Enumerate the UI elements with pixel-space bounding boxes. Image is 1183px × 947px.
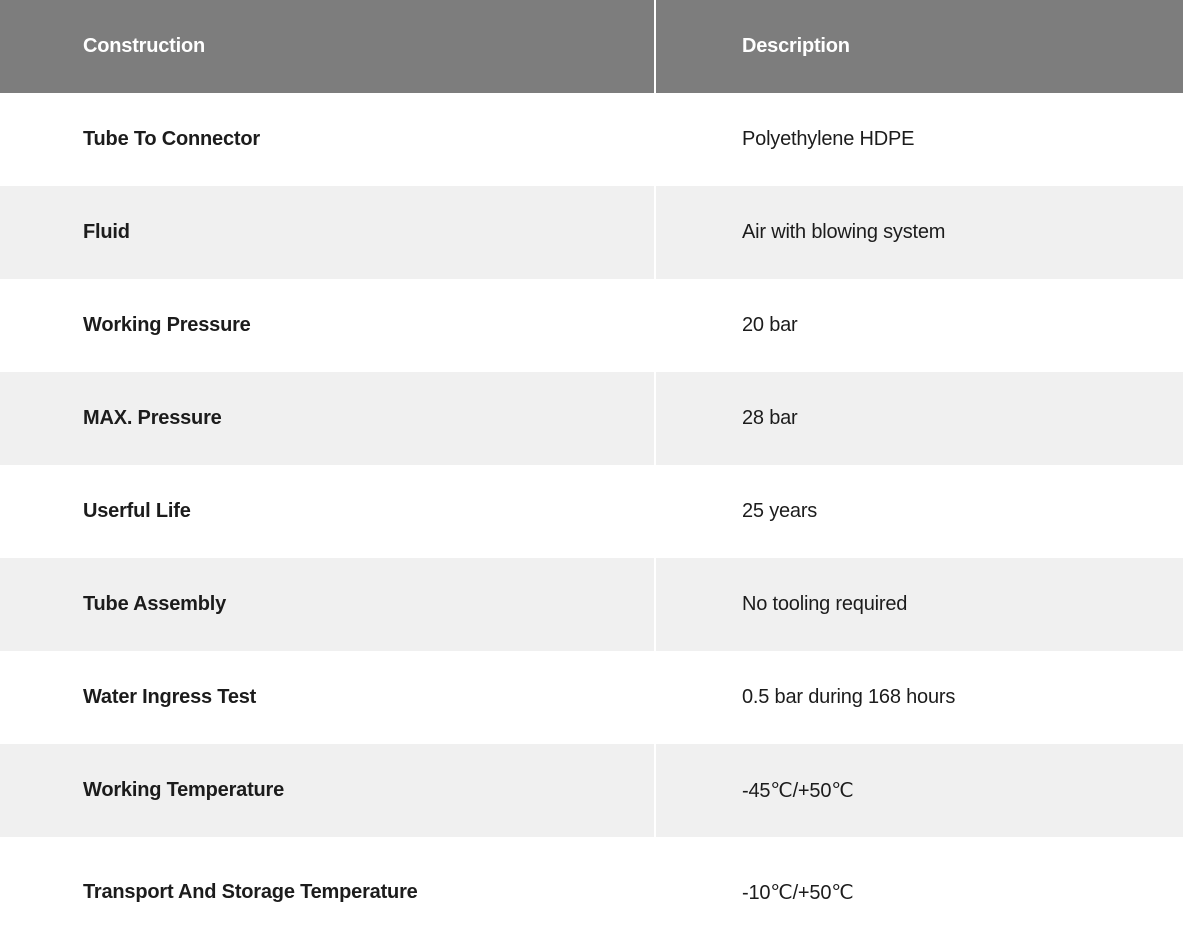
construction-cell: Tube To Connector (0, 93, 654, 186)
construction-cell: Fluid (0, 186, 654, 279)
description-cell: 0.5 bar during 168 hours (656, 651, 1183, 744)
description-cell: Polyethylene HDPE (656, 93, 1183, 186)
description-cell: 28 bar (656, 372, 1183, 465)
construction-cell: Water Ingress Test (0, 651, 654, 744)
construction-cell: Transport And Storage Temperature (0, 837, 654, 947)
table-row (0, 93, 1183, 186)
table-row (0, 744, 1183, 837)
table-header-row (0, 0, 1183, 93)
description-cell: Air with blowing system (656, 186, 1183, 279)
table-row (0, 186, 1183, 279)
construction-cell: Working Temperature (0, 744, 654, 837)
description-cell: No tooling required (656, 558, 1183, 651)
construction-cell: Userful Life (0, 465, 654, 558)
construction-cell: Working Pressure (0, 279, 654, 372)
column-header-description: Description (656, 0, 1183, 93)
table-row (0, 558, 1183, 651)
description-cell: 25 years (656, 465, 1183, 558)
description-cell: -45℃/+50℃ (656, 744, 1183, 837)
column-header-construction: Construction (0, 0, 654, 93)
table-row (0, 372, 1183, 465)
description-cell: 20 bar (656, 279, 1183, 372)
table-row (0, 279, 1183, 372)
description-cell: -10℃/+50℃ (656, 837, 1183, 947)
table-row (0, 837, 1183, 947)
table-row (0, 465, 1183, 558)
construction-cell: MAX. Pressure (0, 372, 654, 465)
construction-cell: Tube Assembly (0, 558, 654, 651)
table-row (0, 651, 1183, 744)
